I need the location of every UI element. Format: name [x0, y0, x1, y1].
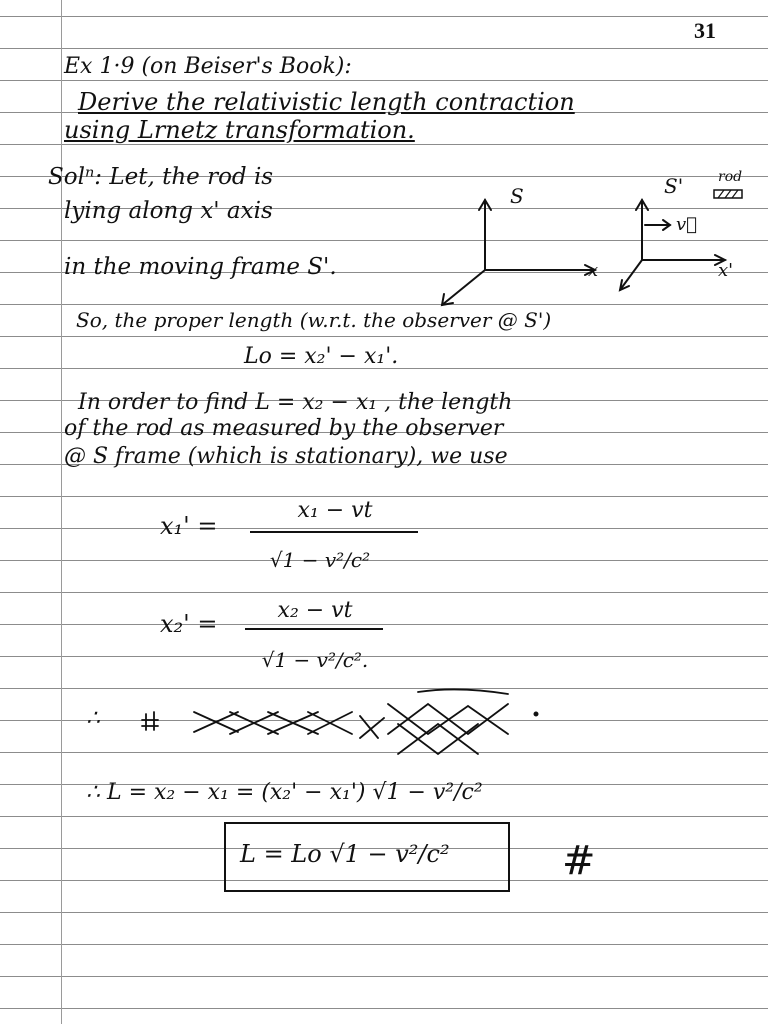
example-title: Ex 1·9 (on Beiser's Book): — [64, 54, 352, 79]
eq3-derivation: ∴ L = x₂ − x₁ = (x₂' − x₁') √1 − v²/c² — [86, 780, 483, 805]
crossed-out-scribble — [138, 684, 548, 764]
eq2-denominator: √1 − v²/c². — [261, 648, 369, 672]
eq1-denominator: √1 − v²/c² — [269, 548, 371, 572]
x-prime-axis-label: x' — [718, 260, 734, 281]
rod-icon — [714, 190, 742, 198]
s-prime-z-axis — [620, 260, 642, 290]
eq2-numerator: x₂ − vt — [277, 598, 353, 623]
order-line-3: @ S frame (which is stationary), we use — [64, 444, 508, 469]
margin-line — [61, 0, 62, 1024]
velocity-label: v⃗ — [676, 214, 697, 235]
eq2-fraction-bar — [245, 628, 383, 630]
frames-diagram — [430, 170, 760, 310]
end-mark: # — [562, 838, 596, 884]
solution-line-3: in the moving frame S'. — [64, 254, 337, 280]
eq1-numerator: x₁ − vt — [297, 498, 373, 523]
order-line-2: of the rod as measured by the observer — [64, 416, 504, 441]
result-equation: L = Lo √1 − v²/c² — [240, 840, 450, 868]
eq1-lhs: x₁' = — [160, 512, 218, 540]
page-number: 31 — [694, 18, 716, 43]
result-box — [224, 822, 510, 892]
proper-length-equation: Lo = x₂' − x₁'. — [244, 344, 399, 369]
s-z-axis — [442, 270, 485, 305]
rod-label: rod — [718, 169, 743, 185]
s-frame-label: S — [510, 184, 524, 208]
proper-length-line: So, the proper length (w.r.t. the observer @ S') — [76, 308, 552, 332]
solution-line-2: lying along x' axis — [64, 198, 273, 224]
solution-line-1: Solⁿ: Let, the rod is — [48, 164, 274, 190]
eq2-lhs: x₂' = — [160, 610, 218, 638]
problem-line-1: Derive the relativistic length contraction — [78, 88, 575, 116]
x-axis-label: x — [588, 260, 599, 281]
s-prime-frame-label: S' — [664, 174, 684, 198]
eq1-fraction-bar — [250, 531, 418, 533]
crossed-out-therefore: ∴ — [86, 706, 100, 731]
problem-line-2: using Lrnetz transformation. — [64, 116, 415, 144]
order-line-1: In order to find L = x₂ − x₁ , the length — [78, 390, 513, 415]
